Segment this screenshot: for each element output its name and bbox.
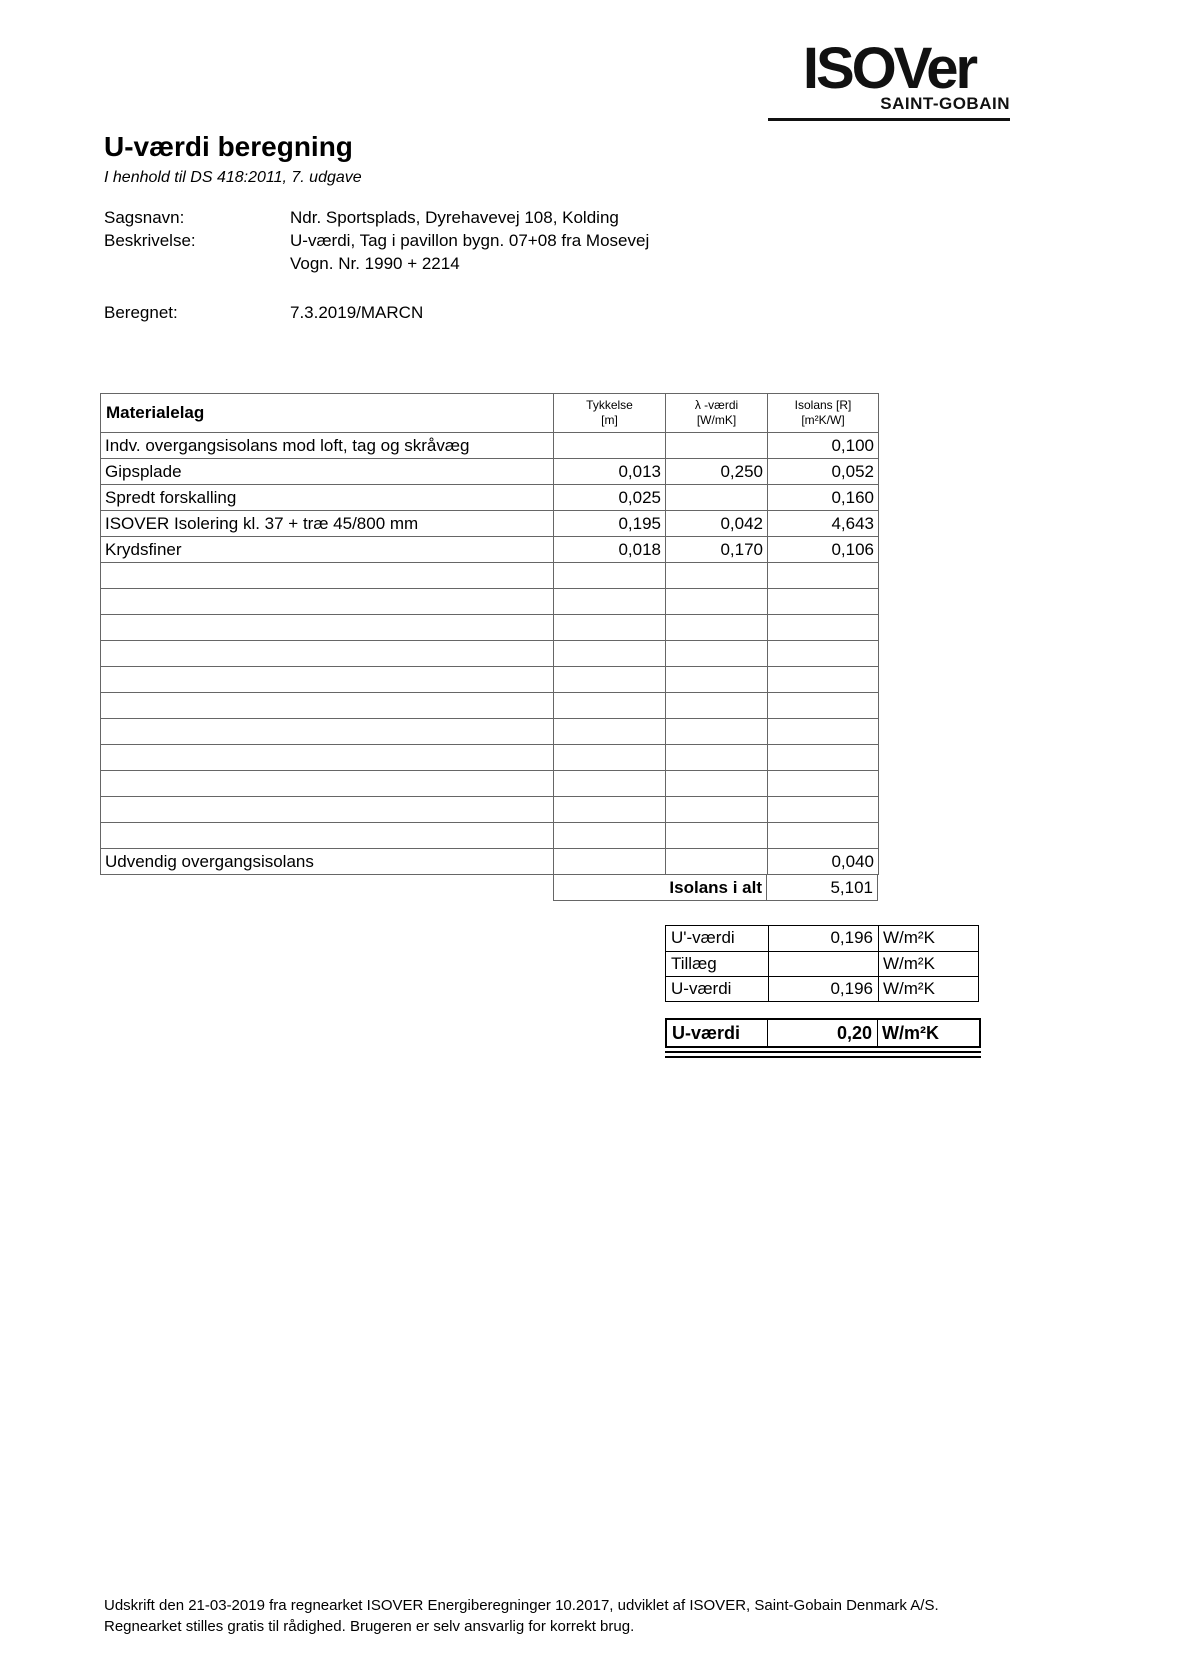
table-row (101, 823, 879, 849)
final-uvalue-label: U-værdi (672, 1023, 741, 1043)
summary-row-uvalue (666, 976, 978, 1001)
final-uvalue-value: 0,20 (767, 1020, 877, 1046)
beskrivelse-value-line2: Vogn. Nr. 1990 + 2214 (290, 254, 460, 273)
table-row (101, 797, 879, 823)
table-row (101, 563, 879, 589)
page-subtitle: I henhold til DS 418:2011, 7. udgave (104, 169, 362, 186)
sagsnavn-value: Ndr. Sportsplads, Dyrehavevej 108, Kolding (290, 208, 619, 227)
footer (104, 1595, 939, 1637)
column-header-materialelag: Materialelag (101, 394, 554, 433)
total-label: Isolans i alt (553, 875, 767, 901)
table-row (101, 745, 879, 771)
materials-table-container (100, 393, 880, 901)
uprime-value: 0,196 (768, 926, 878, 951)
footer-line2: Regnearket stilles gratis til rådighed. Brugeren er selv ansvarlig for korrekt brug. (104, 1618, 635, 1635)
double-rule (665, 1051, 981, 1058)
table-row: Krydsfiner 0,018 0,170 0,106 (101, 537, 879, 563)
beregnet-label: Beregnet: (104, 303, 178, 322)
isover-wordmark: ISOVer (802, 36, 976, 101)
beregnet-row (104, 303, 423, 323)
page-title: U-værdi beregning (104, 131, 353, 162)
summary-row-tillaeg (666, 951, 978, 976)
beskrivelse-label: Beskrivelse: (104, 231, 196, 250)
beskrivelse-row (104, 229, 649, 252)
table-row (101, 719, 879, 745)
table-row (101, 771, 879, 797)
table-row (101, 589, 879, 615)
final-uvalue-container (665, 1018, 981, 1058)
table-row: Indv. overgangsisolans mod loft, tag og skråvæg 0,100 (101, 433, 879, 459)
tillaeg-label: Tillæg (671, 954, 717, 973)
table-row (101, 667, 879, 693)
beskrivelse-value-line1: U-værdi, Tag i pavillon bygn. 07+08 fra Mosevej (290, 231, 650, 250)
table-row (101, 641, 879, 667)
sagsnavn-row (104, 206, 649, 229)
sagsnavn-label: Sagsnavn: (104, 208, 185, 227)
footer-line1: Udskrift den 21-03-2019 fra regnearket ISOVER Energiberegninger 10.2017, udviklet af ISOVER, Saint-Gobain Denmark A/S. (104, 1597, 939, 1614)
summary-row-uprime (666, 926, 978, 951)
table-row: Gipsplade 0,013 0,250 0,052 (101, 459, 879, 485)
uprime-label: U'-værdi (671, 928, 735, 947)
final-uvalue-unit: W/m²K (877, 1020, 977, 1046)
final-uvalue-box (665, 1018, 981, 1048)
tillaeg-value (768, 952, 878, 976)
isover-logo (768, 36, 1010, 121)
column-header-isolans: Isolans [R] [m²K/W] (768, 394, 879, 433)
case-info (104, 206, 649, 275)
uvalue-value: 0,196 (768, 977, 878, 1001)
uvalue-summary-box (665, 925, 979, 1002)
uvalue-label: U-værdi (671, 979, 732, 998)
materials-table (100, 393, 879, 875)
uprime-unit: W/m²K (878, 926, 978, 951)
column-header-lambda: λ -værdi [W/mK] (666, 394, 768, 433)
column-header-tykkelse: Tykkelse [m] (554, 394, 666, 433)
table-header-row (101, 394, 879, 433)
tillaeg-unit: W/m²K (878, 952, 978, 976)
table-row (101, 693, 879, 719)
total-row (100, 875, 878, 901)
table-row: Udvendig overgangsisolans 0,040 (101, 849, 879, 875)
table-row: ISOVER Isolering kl. 37 + træ 45/800 mm 0,195 0,042 4,643 (101, 511, 879, 537)
beskrivelse-row2 (104, 252, 649, 275)
saint-gobain-label: SAINT-GOBAIN (880, 94, 1010, 113)
uvalue-unit: W/m²K (878, 977, 978, 1001)
table-row: Spredt forskalling 0,025 0,160 (101, 485, 879, 511)
total-spacer (100, 875, 553, 901)
table-row (101, 615, 879, 641)
beregnet-value: 7.3.2019/MARCN (290, 303, 424, 322)
total-value: 5,101 (767, 875, 878, 901)
